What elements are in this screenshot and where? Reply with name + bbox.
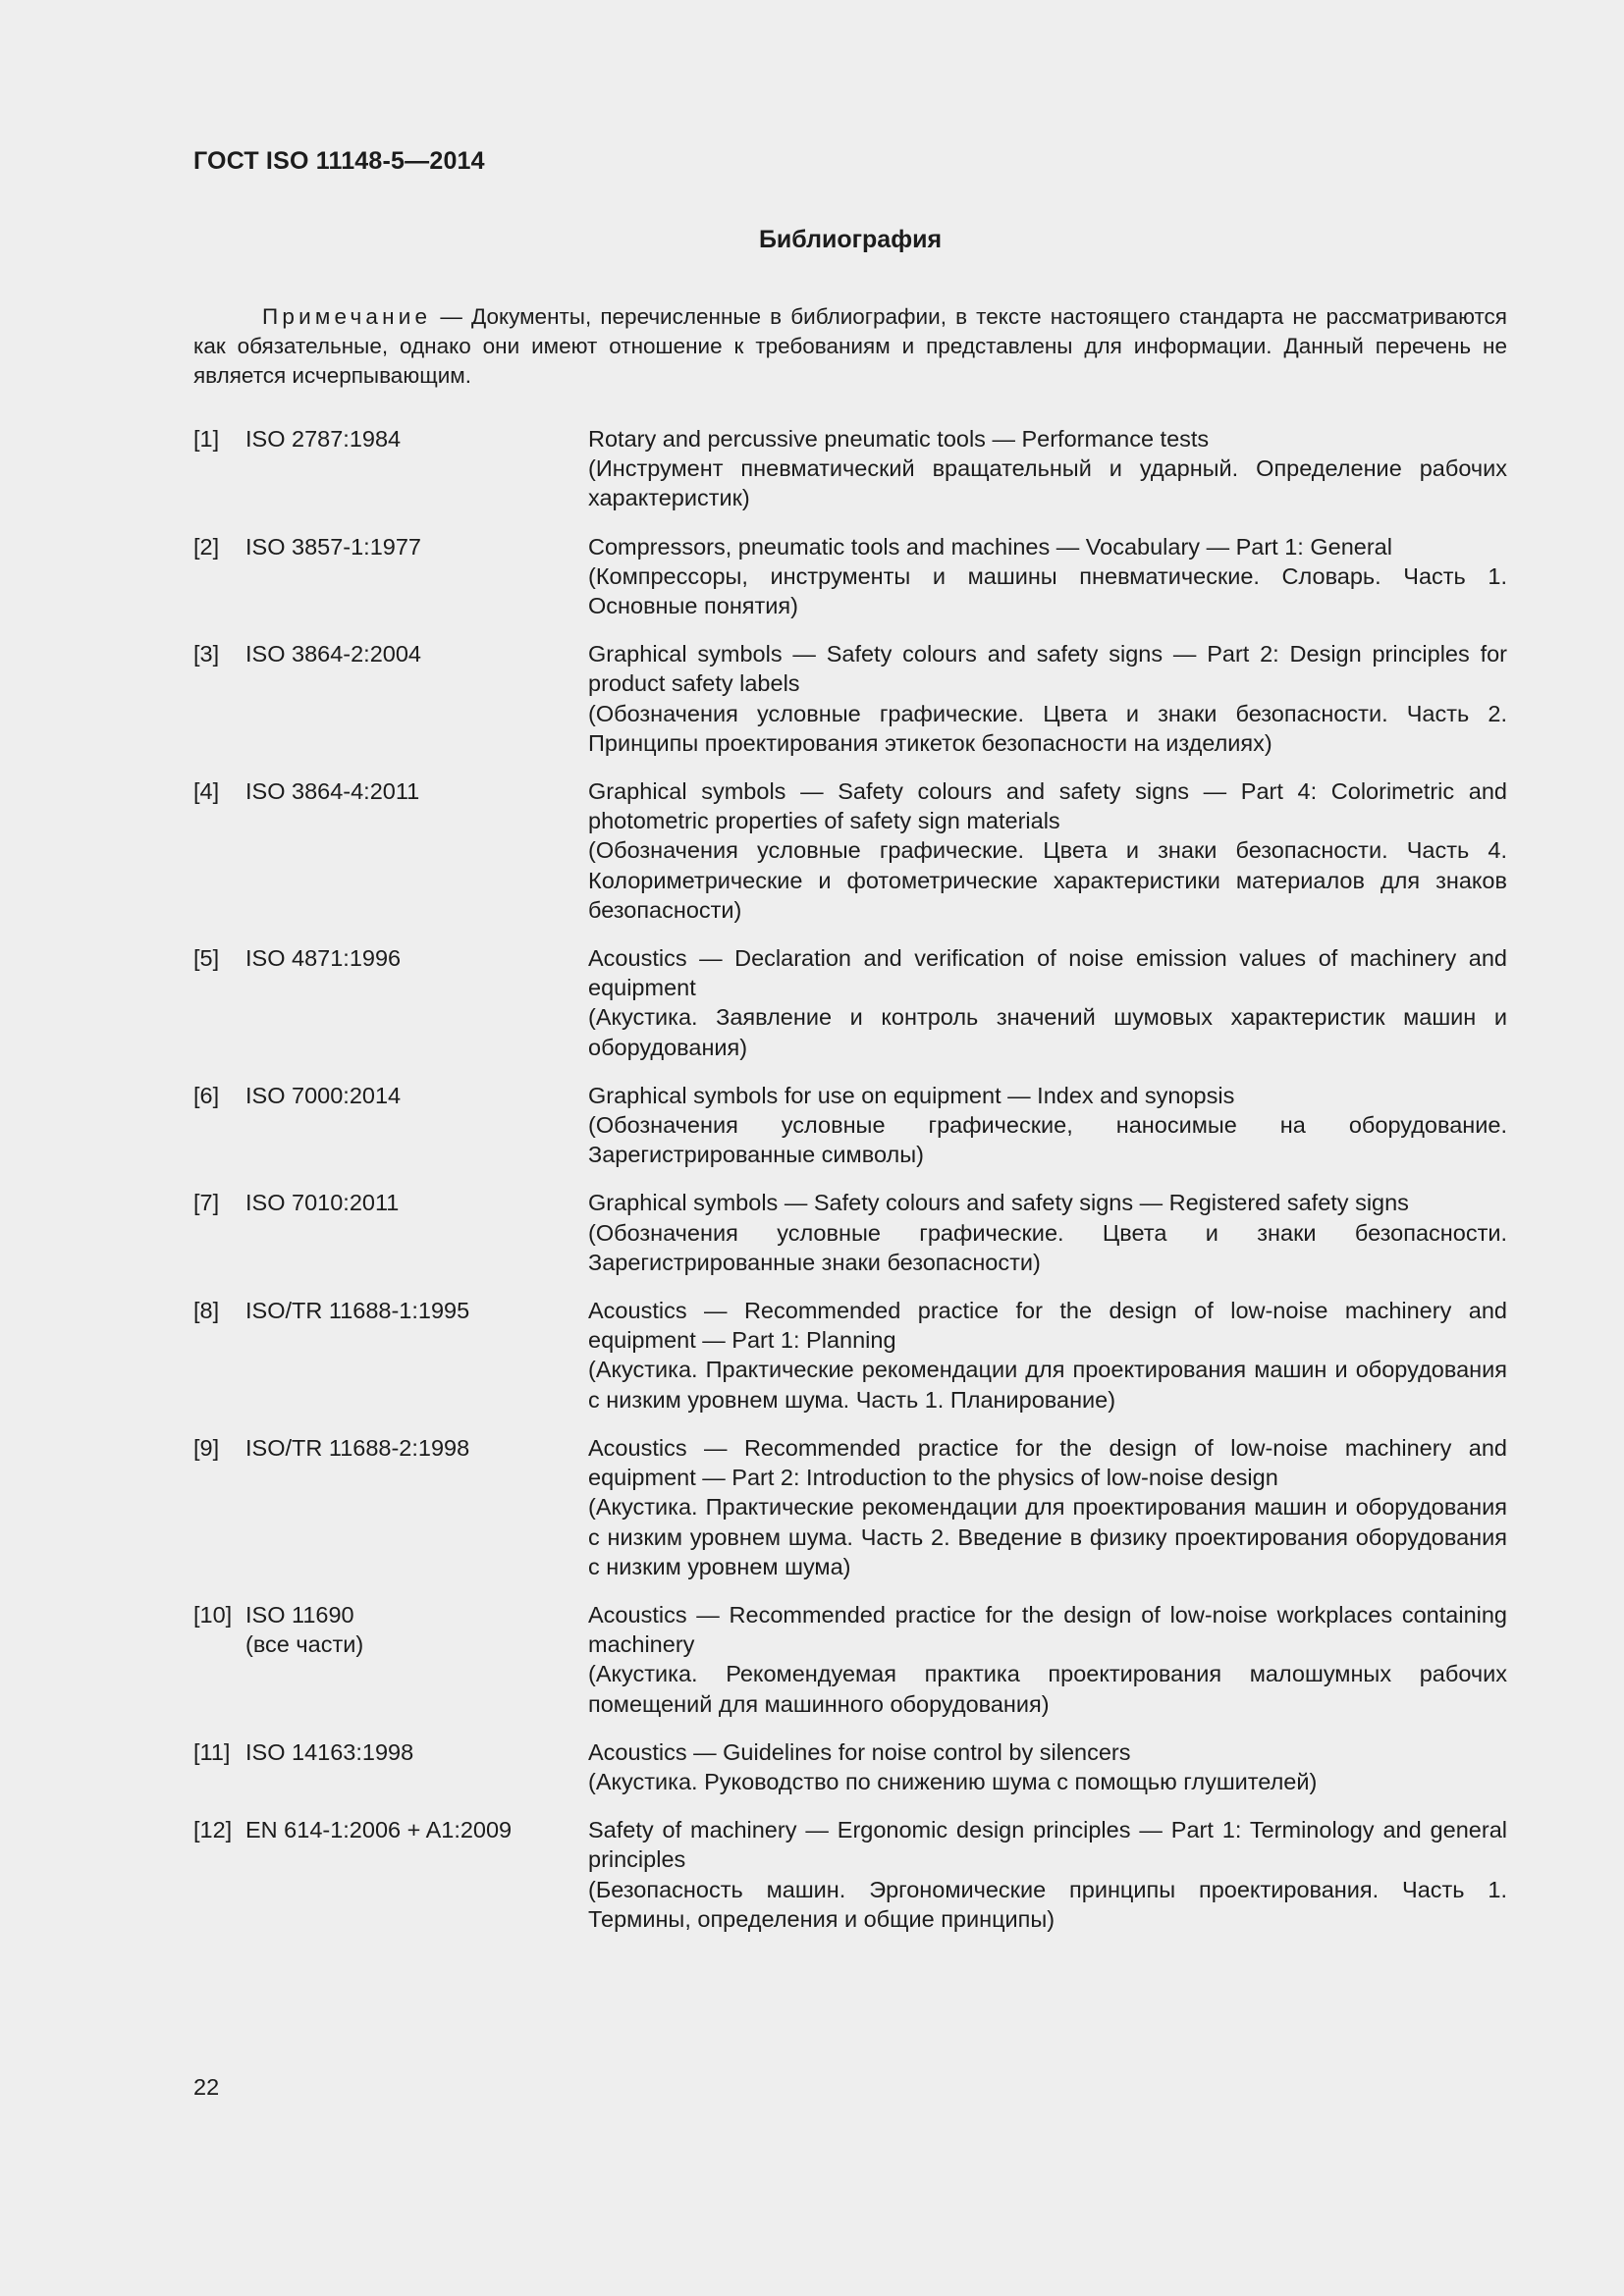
reference-title-ru: (Обозначения условные графические. Цвета и знаки безопасности. Зарегистрированные знаки безопасности): [588, 1219, 1507, 1275]
reference-item: [193, 1433, 1507, 1581]
reference-title-ru: (Акустика. Рекомендуемая практика проектирования малошумных рабочих помещений для машинного оборудования): [588, 1661, 1507, 1717]
reference-item: [193, 1815, 1507, 1934]
reference-number: [3]: [193, 641, 220, 667]
reference-title-ru: (Обозначения условные графические, наносимые на оборудование. Зарегистрированные символы): [588, 1112, 1507, 1168]
reference-item: [193, 1296, 1507, 1415]
reference-number: [8]: [193, 1298, 220, 1324]
reference-description: [588, 639, 1507, 758]
reference-item: [193, 776, 1507, 925]
reference-title-en: Compressors, pneumatic tools and machines — Vocabulary — Part 1: General: [588, 533, 1392, 560]
reference-title-en: Graphical symbols for use on equipment — Index and synopsis: [588, 1082, 1235, 1108]
reference-code: [245, 1600, 569, 1659]
reference-title-en: Rotary and percussive pneumatic tools — Performance tests: [588, 426, 1210, 452]
reference-list: [193, 424, 1507, 1952]
reference-description: [588, 1433, 1507, 1581]
reference-number: [4]: [193, 778, 220, 805]
reference-description: [588, 1815, 1507, 1934]
reference-item: [193, 943, 1507, 1062]
reference-title-ru: (Безопасность машин. Эргономические принципы проектирования. Часть 1. Термины, определения и общие принципы): [588, 1876, 1507, 1932]
reference-item: [193, 532, 1507, 621]
reference-item: [193, 1737, 1507, 1796]
reference-number: [10]: [193, 1601, 233, 1628]
reference-item: [193, 424, 1507, 513]
reference-item: [193, 1600, 1507, 1719]
reference-title-en: Acoustics — Recommended practice for the design of low-noise workplaces containing machinery: [588, 1601, 1507, 1658]
reference-title-en: Acoustics — Recommended practice for the design of low-noise machinery and equipment — Part 1: Planning: [588, 1298, 1507, 1354]
reference-code: ISO 2787:1984: [245, 426, 402, 452]
reference-item: [193, 1081, 1507, 1170]
reference-code: ISO 4871:1996: [245, 945, 402, 972]
reference-number: [2]: [193, 533, 220, 560]
note-lead: Примечание: [262, 304, 432, 329]
reference-title-en: Graphical symbols — Safety colours and safety signs — Part 4: Colorimetric and photometric properties of safety sign materials: [588, 778, 1507, 834]
reference-title-ru: (Акустика. Заявление и контроль значений шумовых характеристик машин и оборудования): [588, 1004, 1507, 1060]
reference-title-en: Safety of machinery — Ergonomic design principles — Part 1: Terminology and general principles: [588, 1817, 1507, 1873]
reference-description: [588, 1737, 1507, 1796]
reference-code: ISO/TR 11688-1:1995: [245, 1298, 470, 1324]
reference-number: [6]: [193, 1082, 220, 1108]
reference-code: ISO 3864-2:2004: [245, 641, 421, 667]
reference-description: [588, 1296, 1507, 1415]
reference-number: [12]: [193, 1817, 233, 1843]
reference-number: [9]: [193, 1434, 220, 1461]
reference-title-en: Acoustics — Recommended practice for the design of low-noise machinery and equipment — Part 2: Introduction to the physics of low-noise design: [588, 1434, 1507, 1491]
reference-description: [588, 776, 1507, 925]
reference-title-ru: (Компрессоры, инструменты и машины пневматические. Словарь. Часть 1. Основные понятия): [588, 562, 1507, 619]
reference-title-en: Graphical symbols — Safety colours and safety signs — Registered safety signs: [588, 1190, 1409, 1216]
note-text: — Документы, перечисленные в библиографии, в тексте настоящего стандарта не рассматриваются как обязательные, однако они имеют отношение к требованиям и представлены для информации. Данный перечень не является исчерпывающим.: [193, 304, 1507, 388]
reference-code: ISO/TR 11688-2:1998: [245, 1434, 470, 1461]
reference-title-ru: (Инструмент пневматический вращательный и ударный. Определение рабочих характеристик): [588, 455, 1507, 511]
reference-title-ru: (Акустика. Руководство по снижению шума с помощью глушителей): [588, 1768, 1318, 1794]
reference-description: [588, 1081, 1507, 1170]
reference-code-note: (все части): [245, 1631, 364, 1658]
reference-title-en: Acoustics — Declaration and verification of noise emission values of machinery and equipment: [588, 945, 1507, 1001]
reference-title-ru: (Акустика. Практические рекомендации для проектирования машин и оборудования с низким уровнем шума. Часть 2. Введение в физику проектирования оборудования с низким уровнем шума): [588, 1494, 1507, 1579]
reference-code: ISO 3857-1:1977: [245, 533, 421, 560]
reference-code: ISO 7000:2014: [245, 1082, 402, 1108]
reference-code: ISO 14163:1998: [245, 1738, 414, 1765]
reference-number: [7]: [193, 1190, 220, 1216]
page-title: Библиография: [758, 226, 943, 253]
reference-description: [588, 532, 1507, 621]
reference-description: [588, 1188, 1507, 1277]
reference-item: [193, 639, 1507, 758]
reference-title-ru: (Акустика. Практические рекомендации для проектирования машин и оборудования с низким уровнем шума. Часть 1. Планирование): [588, 1357, 1507, 1413]
reference-description: [588, 1600, 1507, 1719]
reference-description: [588, 943, 1507, 1062]
document-id: ГОСТ ISO 11148-5—2014: [193, 147, 485, 175]
reference-title-en: Acoustics — Guidelines for noise control by silencers: [588, 1738, 1131, 1765]
reference-number: [1]: [193, 426, 220, 452]
reference-code: ISO 3864-4:2011: [245, 778, 420, 805]
reference-number: [5]: [193, 945, 220, 972]
reference-title-ru: (Обозначения условные графические. Цвета и знаки безопасности. Часть 2. Принципы проектирования этикеток безопасности на изделиях): [588, 700, 1507, 756]
reference-description: [588, 424, 1507, 513]
bibliography-note: [193, 302, 1507, 391]
page-number: 22: [193, 2074, 220, 2100]
reference-number: [11]: [193, 1738, 231, 1765]
reference-title-en: Graphical symbols — Safety colours and safety signs — Part 2: Design principles for product safety labels: [588, 641, 1507, 697]
reference-title-ru: (Обозначения условные графические. Цвета и знаки безопасности. Часть 4. Колориметрические и фотометрические характеристики материалов для знаков безопасности): [588, 837, 1507, 923]
reference-code: ISO 7010:2011: [245, 1190, 400, 1216]
reference-code: EN 614-1:2006 + A1:2009: [245, 1817, 513, 1843]
reference-code-text: ISO 11690: [245, 1601, 354, 1628]
reference-item: [193, 1188, 1507, 1277]
